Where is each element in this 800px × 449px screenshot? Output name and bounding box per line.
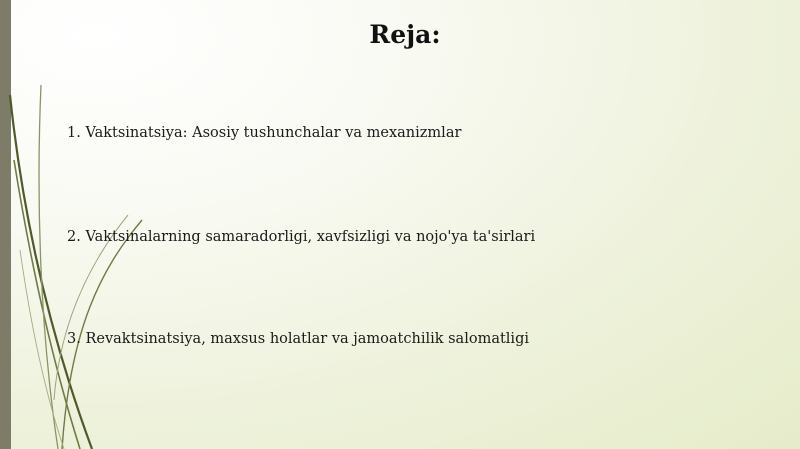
slide-title: Reja: <box>369 20 441 49</box>
plan-item-3: 3. Revaktsinatsiya, maxsus holatlar va jamoatchilik salomatligi <box>67 331 529 347</box>
plan-item-1: 1. Vaktsinatsiya: Asosiy tushunchalar va mexanizmlar <box>67 125 462 141</box>
plan-item-2: 2. Vaktsinalarning samaradorligi, xavfsizligi va nojo'ya ta'sirlari <box>67 229 536 245</box>
